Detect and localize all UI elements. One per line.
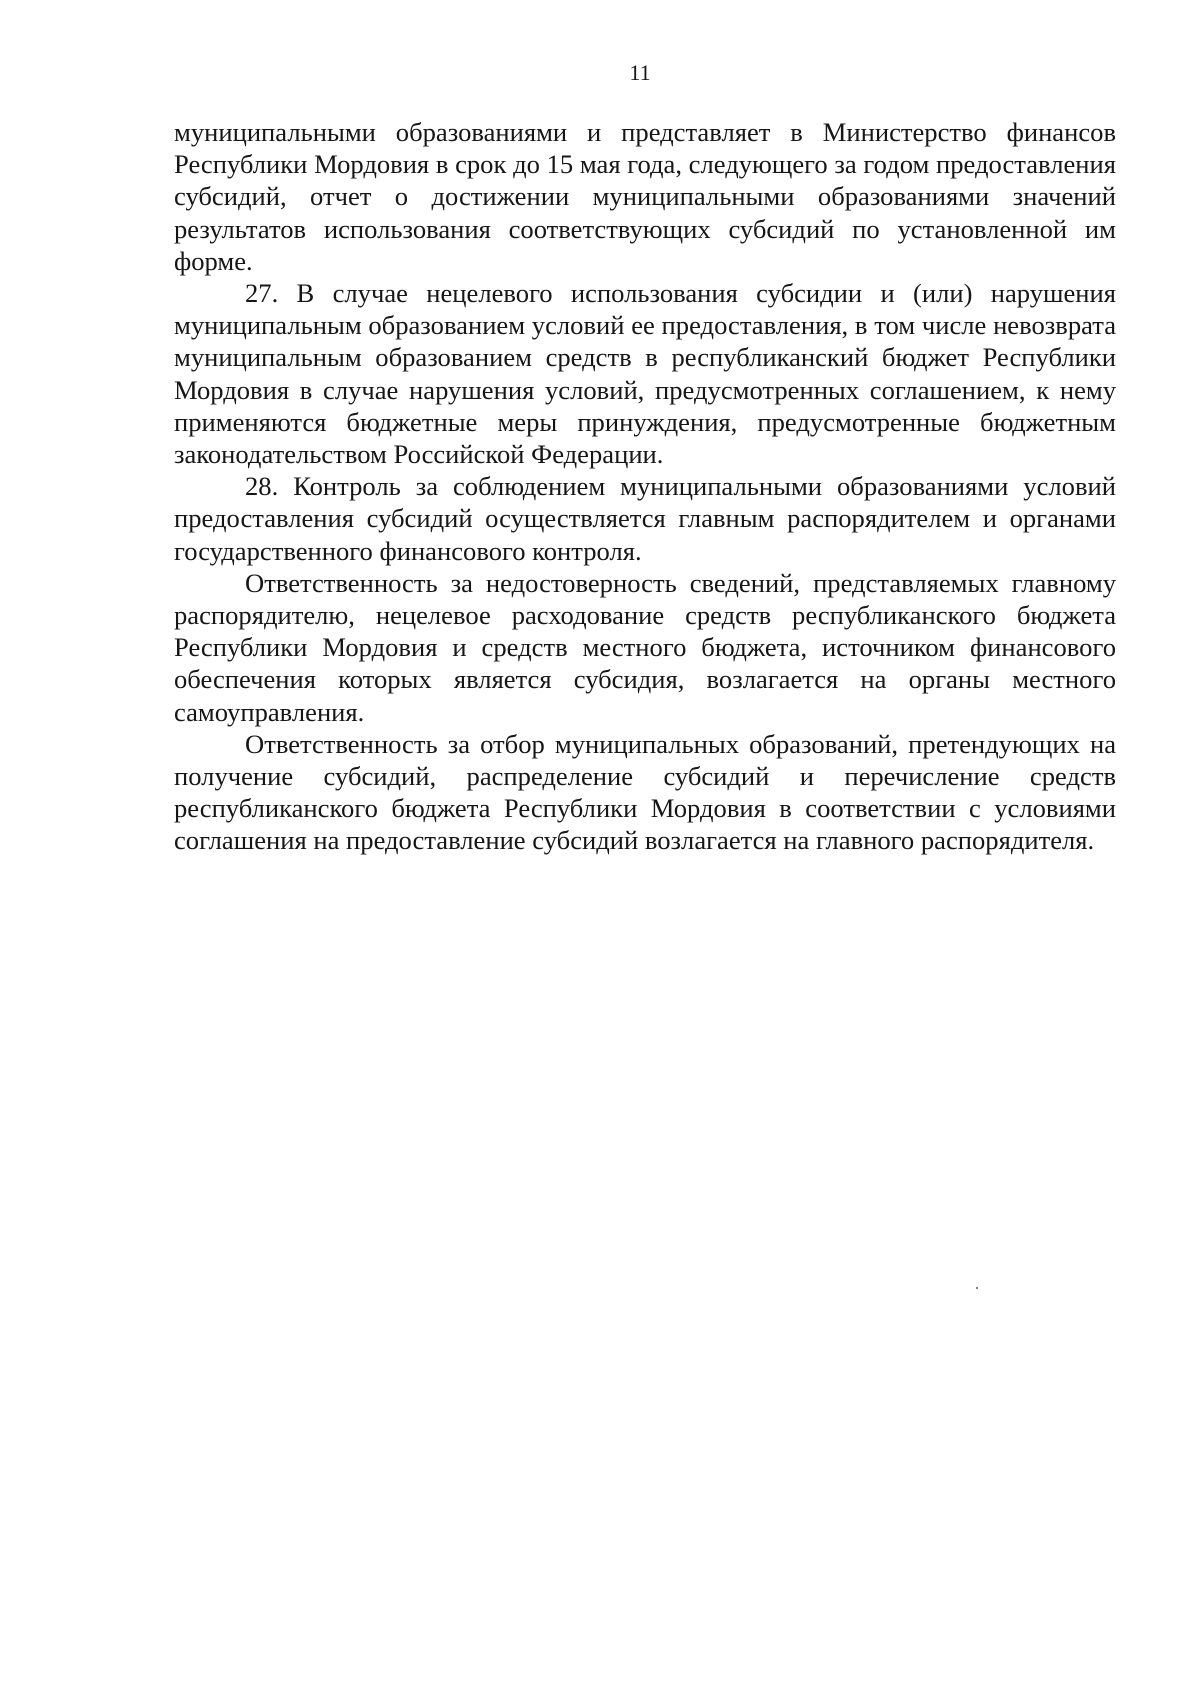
paragraph-responsibility-reliability: Ответственность за недостоверность сведений, представляемых главному распорядителю, нецелевое расходование средств республиканского бюджета Республики Мордовия и средств местного бюджета, источником финансового обеспечения которых является субсидия, возлагается на органы местного самоуправления. (174, 567, 1116, 727)
paragraph-27: 27. В случае нецелевого использования субсидии и (или) нарушения муниципальным образованием условий ее предоставления, в том числе невозврата муниципальным образованием средств в республиканский бюджет Республики Мордовия в случае нарушения условий, предусмотренных соглашением, к нему применяются бюджетные меры принуждения, предусмотренные бюджетным законодательством Российской Федерации. (174, 278, 1116, 470)
paragraph-28: 28. Контроль за соблюдением муниципальными образованиями условий предоставления субсидий осуществляется главным распорядителем и органами государственного финансового контроля. (174, 471, 1116, 566)
page-number: 11 (629, 60, 651, 85)
paragraph-continuation: муниципальными образованиями и представляет в Министерство финансов Республики Мордовия в срок до 15 мая года, следующего за годом предоставления субсидий, отчет о достижении муниципальными образованиями значений результатов использования соответствующих субсидий по установленной им форме. (174, 117, 1116, 276)
scan-speck (976, 1287, 978, 1289)
paragraph-responsibility-selection: Ответственность за отбор муниципальных образований, претендующих на получение субсидий, распределение субсидий и перечисление средств республиканского бюджета Республики Мордовия в соответствии с условиями соглашения на предоставление субсидий возлагается на главного распорядителя. (174, 728, 1116, 856)
document-body (174, 116, 1116, 857)
